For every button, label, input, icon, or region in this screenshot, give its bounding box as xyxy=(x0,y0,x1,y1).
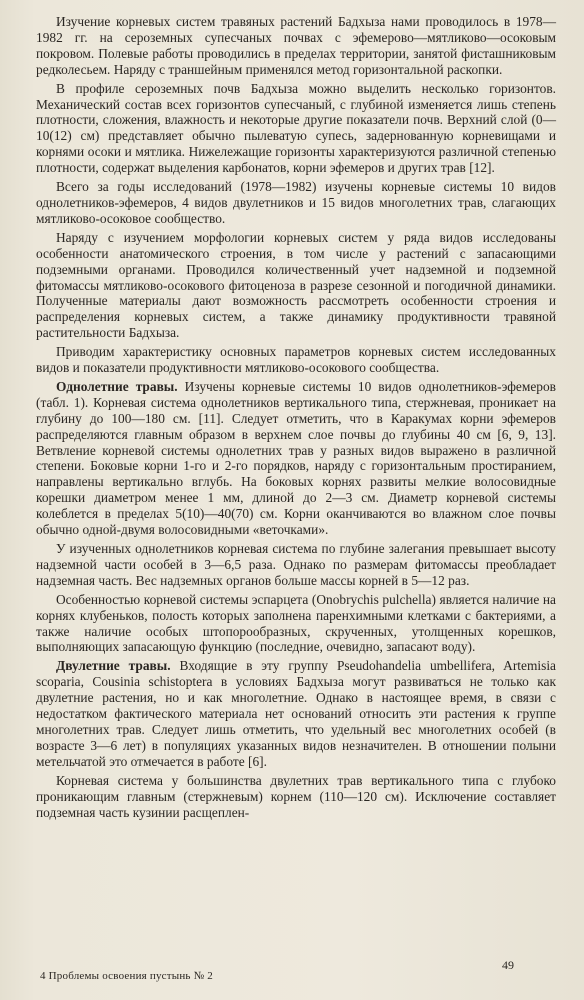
paragraph xyxy=(36,379,556,538)
paragraph xyxy=(36,658,556,769)
paragraph: Особенностью корневой системы эспарцета (Onobrychis pulchella) является наличие на корнях клубеньков, полость которых заполнена паренхимными клетками с бактериями, а также наличие особых штопорообразных, скрученных, утолщенных корешков, выполняющих запасающую функцию (последние, очевидно, запасают воду). xyxy=(36,591,556,655)
section-heading: Двулетние травы. xyxy=(56,658,171,674)
paragraph: В профиле сероземных почв Бадхыза можно выделить несколько горизонтов. Механический состав всех горизонтов супесчаный, с глубиной изменяется лишь степень плотности, сложения, влажность и некоторые другие показатели почв. Верхний слой (0—10(12) см) представляет обычно пылеватую супесь, задернованную корневищами и корнями осоки и мятлика. Нижележащие горизонты характеризуются различной степенью плотности, содержат выделения карбонатов, корни эфемеров и других трав [12]. xyxy=(36,80,556,176)
section-heading: Однолетние травы. xyxy=(56,378,178,394)
paragraph: Наряду с изучением морфологии корневых систем у ряда видов исследованы особенности анатомического строения, в том числе у растений с запасающими подземными органами. Проводился количественный учет надземной и подземной фитомассы мятликово-осокового фитоценоза в разрезе сезонной и погодичной динамики. Полученные материалы дают возможность рассмотреть особенности строения и распределения корневых систем, а также динамику продуктивности травяной растительности Бадхыза. xyxy=(36,229,556,341)
paragraph-text: Входящие в эту группу Pseudohandelia umbellifera, Artemisia scoparia, Cousinia schistoptera в условиях Бадхыза могут развиваться не только как двулетние растения, но и как многолетние. Однако в настоящее время, в связи с недостатком фактического материала нет оснований относить эти растения к группе многолетних трав. Следует лишь отметить, что удельный вес многолетних особей (в возрасте 3—6 лет) в популяциях указанных видов незначителен. В отношении полыни метельчатой это отмечается в работе [6]. xyxy=(36,658,556,769)
paragraph: У изученных однолетников корневая система по глубине залегания превышает высоту надземной части особей в 3—6,5 раза. Однако по размерам фитомассы преобладает надземная часть. Вес надземных органов больше массы корней в 5—12 раз. xyxy=(36,541,556,588)
page-number: 49 xyxy=(502,958,514,972)
paragraph: Корневая система у большинства двулетних трав вертикального типа с глубоко проникающим главным (стержневым) корнем (110—120 см). Исключение составляет подземная часть кузинии расщеплен- xyxy=(36,772,556,820)
body-text xyxy=(36,14,556,822)
page-footer xyxy=(0,958,584,982)
paragraph: Приводим характеристику основных параметров корневых систем исследованных видов и показатели продуктивности мятликово-осокового сообщества. xyxy=(36,344,556,376)
paragraph-text: Изучены корневые системы 10 видов однолетников-эфемеров (табл. 1). Корневая система однолетников вертикального типа, стержневая, проникает на глубину до 100—180 см. [11]. Следует отметить, что в Каракумах корни эфемеров распределяются главным образом в верхнем слое почвы до глубины 40 см [6, 9, 13]. Ветвление корневой системы однолетних трав у разных видов выражено в различной степени. Боковые корни 1-го и 2-го порядков, наряду с горизонтальным простиранием, направлены вертикально вглубь. На боковых корнях развиты мелкие волосовидные корешки диаметром менее 1 мм, длиной до 2—3 см. Диаметр корневой системы колеблется в пределах 5(10)—40(70) см. Корни оканчиваются во влажном слое почвы обычно одной-двумя волосовидными «веточками». xyxy=(36,378,556,538)
paragraph: Всего за годы исследований (1978—1982) изучены корневые системы 10 видов однолетников-эфемеров, 4 видов двулетников и 15 видов многолетних трав, слагающих мятликово-осоковое сообщество. xyxy=(36,179,556,226)
paragraph: Изучение корневых систем травяных растений Бадхыза нами проводилось в 1978—1982 гг. на сероземных супесчаных почвах с эфемерово—мятликово—осоковым покровом. Полевые работы проводились в пределах территории, занятой фисташниковым редколесьем. Наряду с траншейным применялся метод горизонтальной раскопки. xyxy=(36,14,556,77)
signature-mark: 4 Проблемы освоения пустынь № 2 xyxy=(40,970,213,982)
